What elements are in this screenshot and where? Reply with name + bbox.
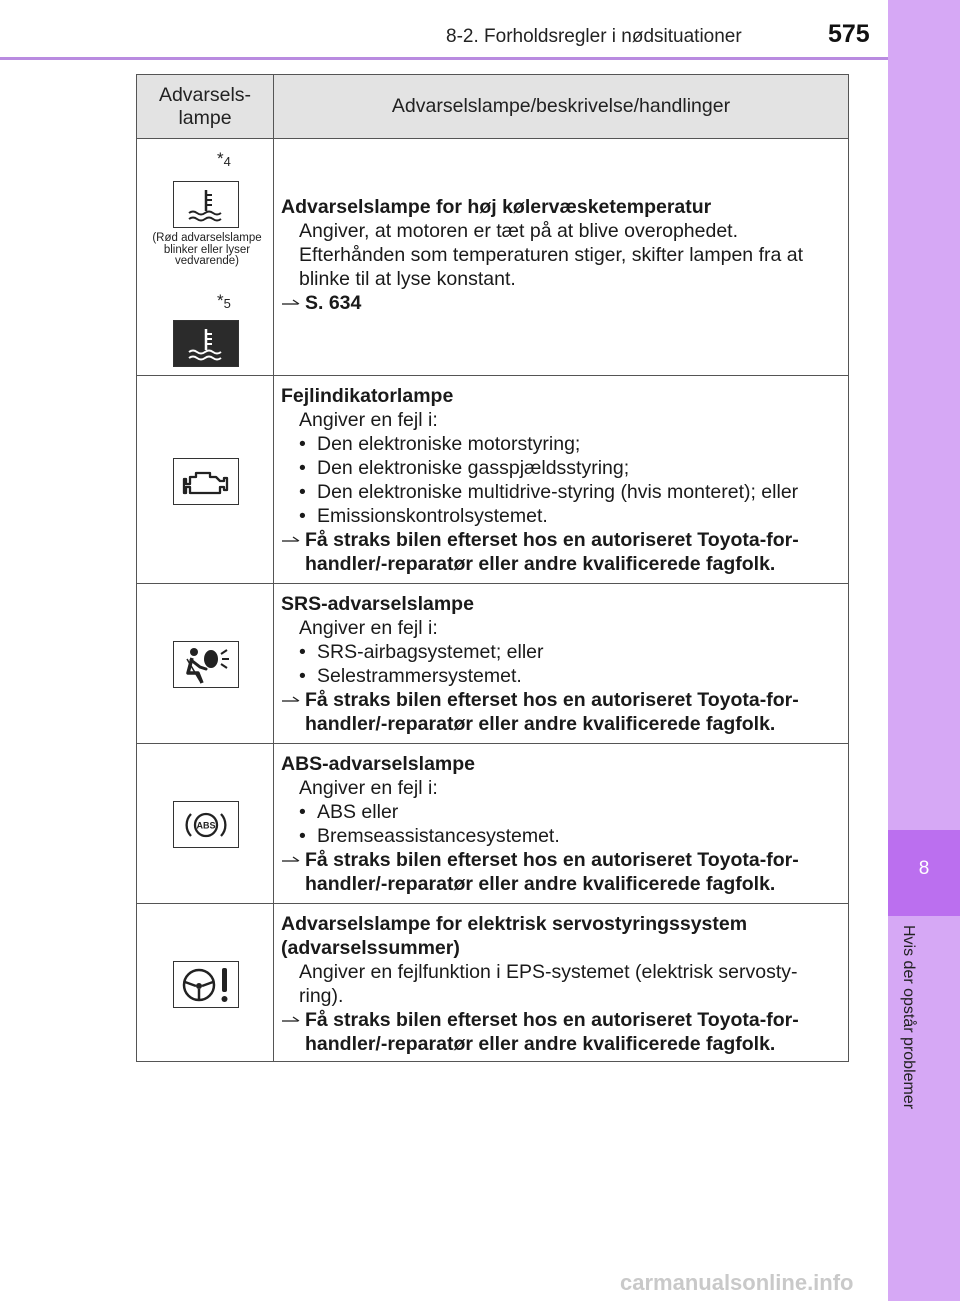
lamp-description: Angiver en fejl i:: [299, 409, 438, 431]
chapter-number: 8: [918, 858, 930, 879]
arrow-right-icon: [281, 528, 305, 552]
list-item: • ABS eller: [299, 801, 399, 823]
chapter-title-vertical: [897, 925, 921, 1185]
action-instruction-continued: handler/-reparatør eller andre kvalificerede fagfolk.: [305, 1033, 776, 1055]
lamp-cell: [137, 376, 274, 583]
action-instruction-continued: handler/-reparatør eller andre kvalificerede fagfolk.: [305, 553, 776, 575]
airbag-icon: [173, 641, 239, 688]
power-steering-icon: [173, 961, 239, 1008]
chapter-title: Hvis der opstår problemer: [900, 925, 917, 1110]
action-instruction: Få straks bilen efterset hos en autoriseret Toyota-for-: [281, 1008, 838, 1032]
arrow-right-icon: [281, 291, 305, 315]
action-instruction-continued: handler/-reparatør eller andre kvalificerede fagfolk.: [305, 873, 776, 895]
lamp-description: Angiver en fejl i:: [299, 777, 438, 799]
abs-icon: [173, 801, 239, 848]
footnote-marker: $*_4$: [217, 149, 231, 169]
list-item: • Den elektroniske multidrive-styring (hvis monteret); eller: [299, 481, 799, 503]
table-row: [137, 903, 848, 1061]
coolant-temperature-icon: [173, 181, 239, 228]
lamp-title-continued: (advarselssummer): [281, 937, 460, 959]
list-item: • Emissionskontrolsystemet.: [299, 505, 548, 527]
lamp-cell: [137, 139, 274, 375]
lamp-title: Advarselslampe for elektrisk servostyringssystem: [281, 913, 748, 935]
engine-check-icon: [173, 458, 239, 505]
table-row: [137, 583, 848, 743]
lamp-cell: [137, 744, 274, 903]
abs-icon-label: ABS: [196, 820, 216, 830]
list-item: • Selestrammersystemet.: [299, 665, 522, 687]
page-link[interactable]: S. 634: [305, 292, 362, 314]
page-reference: [281, 291, 838, 315]
table-row: [137, 375, 848, 583]
lamp-note: (Rød advarselslampe blinker eller lyser vedvarende): [152, 232, 262, 267]
header-divider: [0, 57, 888, 60]
watermark: carmanualsonline.info: [620, 1270, 854, 1295]
lamp-title: Fejlindikatorlampe: [281, 385, 454, 407]
description-cell: [274, 584, 848, 743]
arrow-right-icon: [281, 1008, 305, 1032]
action-instruction: Få straks bilen efterset hos en autoriseret Toyota-for-: [281, 688, 838, 712]
list-item: • SRS-airbagsystemet; eller: [299, 641, 544, 663]
table-row: [137, 138, 848, 375]
action-instruction: Få straks bilen efterset hos en autoriseret Toyota-for-: [281, 528, 838, 552]
section-title: 8-2. Forholdsregler i nødsituationer: [446, 26, 742, 47]
lamp-title: ABS-advarselslampe: [281, 753, 476, 775]
description-cell: [274, 376, 848, 583]
list-item: • Bremseassistancesystemet.: [299, 825, 560, 847]
warning-lamp-table: [136, 74, 849, 1062]
lamp-title: SRS-advarselslampe: [281, 593, 474, 615]
action-instruction: Få straks bilen efterset hos en autoriseret Toyota-for-: [281, 848, 838, 872]
table-header-row: [137, 75, 848, 138]
action-instruction-continued: handler/-reparatør eller andre kvalificerede fagfolk.: [305, 713, 776, 735]
list-item: • Den elektroniske motorstyring;: [299, 433, 581, 455]
lamp-cell: [137, 584, 274, 743]
column-header-lamp: Advarsels- lampe: [137, 75, 274, 138]
arrow-right-icon: [281, 688, 305, 712]
lamp-description: Angiver, at motoren er tæt på at blive overophedet. Efterhånden som temperaturen stiger, skifter lampen fra at blinke til at lyse konstant.: [299, 220, 804, 290]
lamp-cell: [137, 904, 274, 1061]
footnote-marker: $*_5$: [217, 291, 231, 311]
column-header-description: Advarselslampe/beskrivelse/handlinger: [391, 95, 731, 117]
lamp-description: Angiver en fejlfunktion i EPS-systemet (elektrisk servosty-: [299, 961, 798, 983]
arrow-right-icon: [281, 848, 305, 872]
lamp-description-continued: ring).: [299, 985, 344, 1007]
lamp-description: Angiver en fejl i:: [299, 617, 438, 639]
list-item: • Den elektroniske gasspjældsstyring;: [299, 457, 630, 479]
description-cell: [274, 139, 848, 375]
description-cell: [274, 744, 848, 903]
description-cell: [274, 904, 848, 1061]
page-number: 575: [828, 20, 870, 48]
coolant-temperature-icon: [173, 320, 239, 367]
lamp-title: Advarselslampe for høj kølervæsketemperatur: [281, 196, 712, 218]
table-row: [137, 743, 848, 903]
